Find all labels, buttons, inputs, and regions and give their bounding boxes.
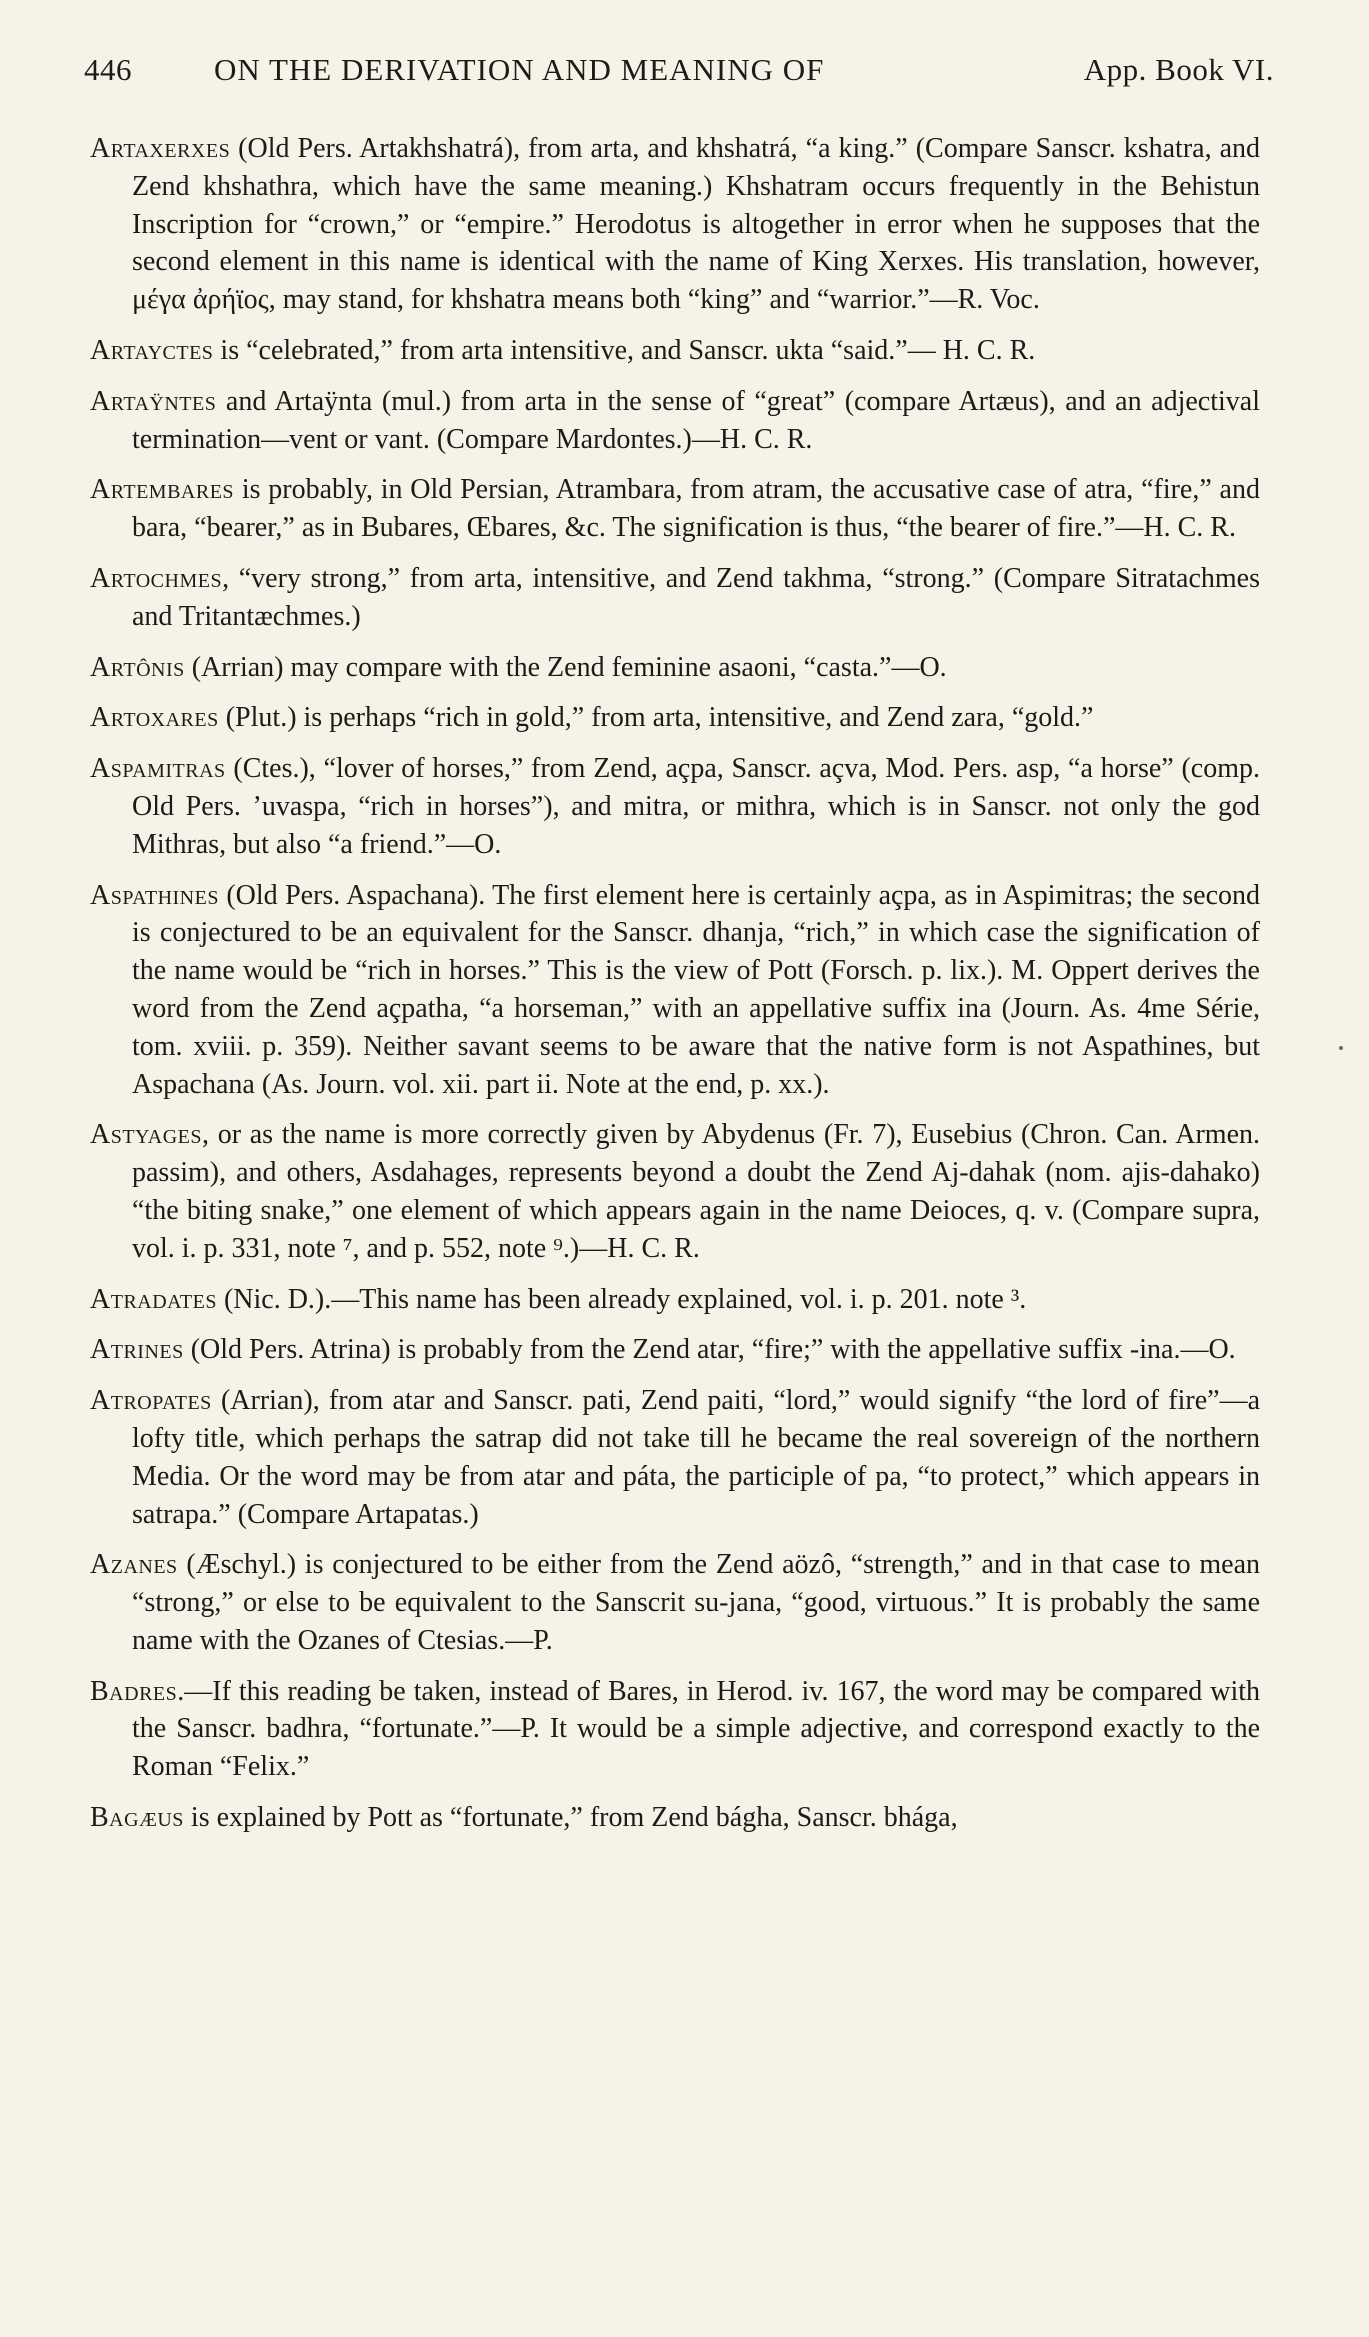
glossary-entry [90, 1116, 1260, 1267]
running-head [84, 52, 1274, 96]
entry-headword: Artoxares [90, 702, 219, 734]
entry-text: is probably, in Old Persian, Atrambara, from atram, the accusative case of atra, “fire,” and bara, “bearer,” as in Bubares, Œbares, &c. The signification is thus, “the bearer of fire.”—H. C. R. [132, 474, 1260, 544]
glossary-entry [90, 699, 1260, 737]
glossary-entry [90, 750, 1260, 863]
entry-text: (Old Pers. Atrina) is probably from the Zend atar, “fire;” with the appellative suffix -ina.—O. [183, 1334, 1236, 1366]
entry-text: (Ctes.), “lover of horses,” from Zend, açpa, Sanscr. açva, Mod. Pers. asp, “a horse” (comp. Old Pers. ’uvaspa, “rich in horses”), and mitra, or mithra, which is in Sanscr. not only the god Mithras, but also “a friend.”—O. [132, 753, 1260, 860]
entry-text: , “very strong,” from arta, intensitive, and Zend takhma, “strong.” (Compare Sitratachmes and Tritantæchmes.) [132, 562, 1260, 632]
entry-headword: Atropates [90, 1385, 212, 1417]
glossary-entry [90, 471, 1260, 547]
glossary-entry [90, 877, 1260, 1104]
entry-text: (Æschyl.) is conjectured to be either from the Zend aözô, “strength,” and in that case to mean “strong,” or else to be equivalent to the Sanscrit su-jana, “good, virtuous.” It is probably the same name with the Ozanes of Ctesias.—P. [132, 1549, 1260, 1656]
entry-text: (Nic. D.).—This name has been already explained, vol. i. p. 201. note ³. [216, 1283, 1027, 1315]
glossary-entry [90, 1546, 1260, 1659]
entry-headword: Badres [90, 1675, 178, 1707]
entry-text: , or as the name is more correctly given by Abydenus (Fr. 7), Eusebius (Chron. Can. Armen. passim), and others, Asdahages, represents beyond a doubt the Zend Aj-dahak (nom. ajis-dahako) “the biting snake,” one element of which appears again in the name Deioces, q. v. (Compare supra, vol. i. p. 331, note ⁷, and p. 552, note ⁹.)—H. C. R. [132, 1119, 1260, 1264]
glossary-entry [90, 130, 1260, 319]
glossary-entry [90, 1281, 1260, 1319]
entry-headword: Artochmes [90, 562, 223, 594]
entry-text: (Plut.) is perhaps “rich in gold,” from arta, intensitive, and Zend zara, “gold.” [218, 702, 1094, 734]
book-reference: App. Book VI. [1083, 52, 1274, 87]
glossary-entry [90, 1331, 1260, 1369]
entry-headword: Aspathines [90, 879, 219, 911]
entry-text: is explained by Pott as “fortunate,” from Zend bágha, Sanscr. bhága, [183, 1802, 958, 1834]
glossary-entries [90, 130, 1260, 1850]
entry-headword: Artaxerxes [90, 133, 231, 164]
entry-headword: Bagæus [90, 1802, 184, 1834]
entry-text: (Old Pers. Aspachana). The first element here is certainly açpa, as in Aspimitras; the second is conjectured to be an equivalent for the Sanscr. dhanja, “rich,” in which case the signification of the name would be “rich in horses.” This is the view of Pott (Forsch. p. lix.). M. Oppert derives the word from the Zend açpatha, “a horseman,” with an appellative suffix ina (Journ. As. 4me Série, tom. xviii. p. 359). Neither savant seems to be aware that the native form is not Aspathines, but Aspachana (As. Journ. vol. xii. part ii. Note at the end, p. xx.). [132, 879, 1260, 1100]
glossary-entry [90, 1382, 1260, 1533]
entry-text: is “celebrated,” from arta intensitive, and Sanscr. ukta “said.”— H. C. R. [213, 334, 1036, 366]
entry-headword: Astyages [90, 1119, 203, 1151]
entry-text: (Old Pers. Artakhshatrá), from arta, and khshatrá, “a king.” (Compare Sanscr. kshatra, and Zend khshathra, which have the same meaning.) Khshatram occurs frequently in the Behistun Inscription for “crown,” or “empire.” Herodotus is altogether in error when he supposes that the second element in this name is identical with the name of King Xerxes. His translation, however, μέγα ἀρήϊος, may stand, for khshatra means both “king” and “warrior.”—R. Voc. [132, 133, 1260, 316]
running-title: ON THE DERIVATION AND MEANING OF [214, 52, 825, 87]
glossary-entry [90, 560, 1260, 636]
entry-headword: Artayctes [90, 334, 214, 366]
entry-text: (Arrian), from atar and Sanscr. pati, Zend paiti, “lord,” would signify “the lord of fire”—a lofty title, which perhaps the satrap did not take till he became the real sovereign of the northern Media. Or the word may be from atar and páta, the participle of pa, “to protect,” which appears in satrapa.” (Compare Artapatas.) [132, 1385, 1260, 1530]
glossary-entry [90, 1799, 1260, 1837]
entry-headword: Atradates [90, 1283, 217, 1315]
entry-headword: Artembares [90, 474, 235, 506]
entry-headword: Artaÿntes [90, 385, 217, 417]
glossary-entry [90, 332, 1260, 370]
margin-speck [1339, 1046, 1343, 1050]
entry-text: and Artaÿnta (mul.) from arta in the sense of “great” (compare Artæus), and an adjectival termination—vent or vant. (Compare Mardontes.)—H. C. R. [132, 385, 1260, 455]
page-number: 446 [84, 52, 132, 87]
entry-text: .—If this reading be taken, instead of Bares, in Herod. iv. 167, the word may be compared with the Sanscr. badhra, “fortunate.”—P. It would be a simple adjective, and correspond exactly to the Roman “Felix.” [132, 1675, 1260, 1783]
entry-headword: Aspamitras [90, 753, 226, 785]
entry-headword: Atrines [90, 1334, 184, 1366]
entry-headword: Azanes [90, 1549, 178, 1581]
glossary-entry [90, 1673, 1260, 1786]
glossary-entry [90, 649, 1260, 687]
entry-text: (Arrian) may compare with the Zend feminine asaoni, “casta.”—O. [184, 651, 947, 683]
entry-headword: Artônis [90, 651, 185, 683]
glossary-entry [90, 383, 1260, 459]
